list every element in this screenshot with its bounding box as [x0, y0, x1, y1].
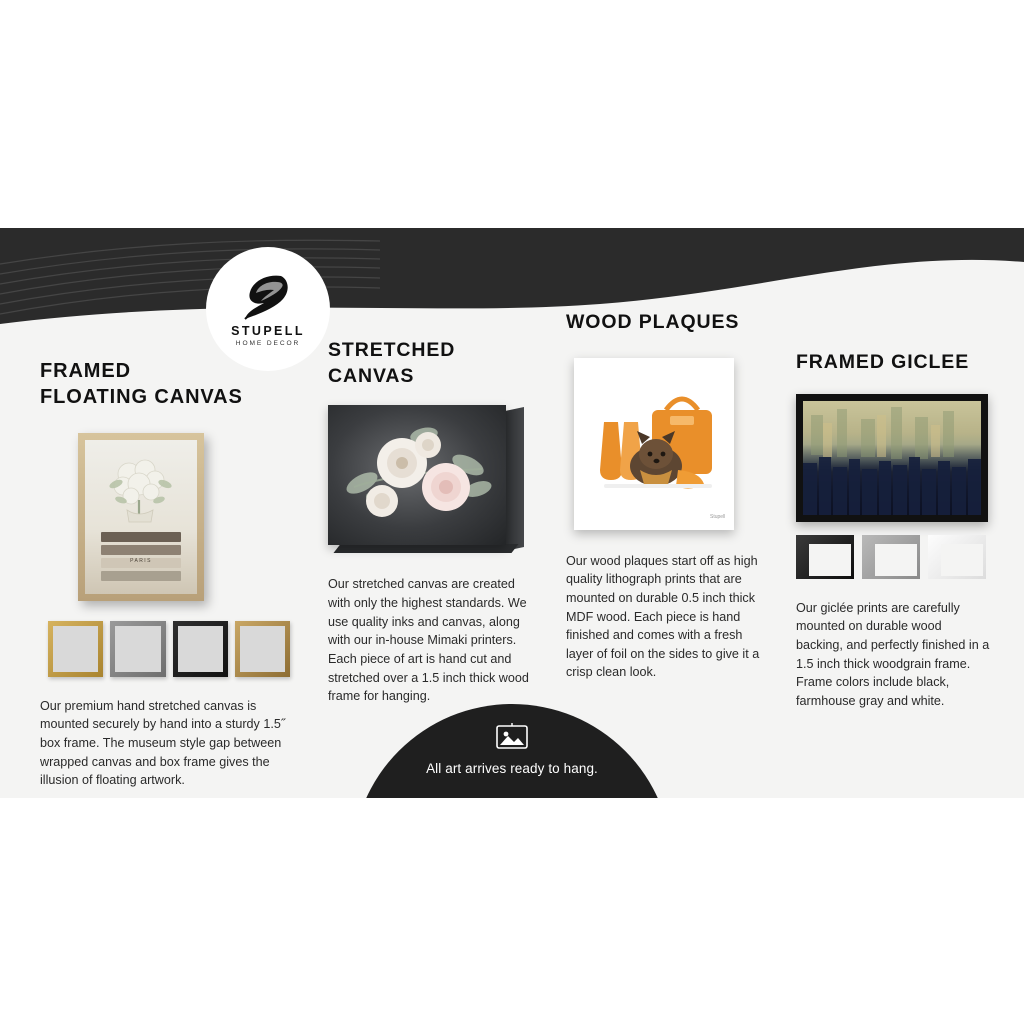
title-line-1: FRAMED: [40, 360, 131, 382]
frame-corner-samples: [796, 535, 992, 579]
column-framed-giclee: [796, 350, 992, 710]
column-description-wood-plaques: Our wood plaques start off as high quality lithograph prints that are mounted on durable 0.5 inch thick MDF wood. Each piece is hand finished and comes with a fresh layer of foil on the sides to give it a crisp clean look.: [566, 553, 760, 680]
stupell-swan-icon: [237, 272, 299, 322]
abstract-landscape-graphic: [803, 401, 981, 515]
title-line-2: CANVAS: [328, 364, 415, 387]
frame-swatch-wood[interactable]: [235, 621, 290, 677]
brand-name: STUPELL: [231, 323, 305, 338]
frame-swatch-gold[interactable]: [48, 621, 103, 677]
title-line-2: FLOATING CANVAS: [40, 386, 243, 409]
artwork-canvas: [85, 440, 197, 594]
frame-corner-black[interactable]: [796, 535, 854, 579]
brand-tagline: HOME DECOR: [235, 339, 301, 347]
column-title-framed-giclee: FRAMED GICLEE: [796, 351, 970, 373]
top-wave-band: [0, 228, 1024, 338]
yorkie-with-handbag-graphic: [574, 358, 734, 530]
frame-color-swatches: [48, 621, 290, 677]
frame-corner-gray[interactable]: [862, 535, 920, 579]
column-stretched-canvas: [328, 338, 533, 706]
frame-corner-white[interactable]: [928, 535, 986, 579]
column-framed-floating-canvas: [40, 358, 290, 790]
ready-to-hang-banner: [352, 704, 672, 798]
frame-swatch-gray[interactable]: [110, 621, 165, 677]
column-description-framed-giclee: Our giclée prints are carefully mounted on durable wood backing, and perfectly finished in a 1.5 inch thick woodgrain frame. Frame colors include black, farmhouse gray and white.: [796, 600, 990, 708]
wave-graphic: [0, 228, 1024, 338]
ready-to-hang-text: All art arrives ready to hang.: [426, 761, 598, 776]
canvas-side-edge: [505, 407, 524, 551]
stretched-canvas-artwork: [328, 405, 524, 553]
hydrangea-bouquet-icon: [99, 454, 183, 526]
framed-floating-canvas-artwork: [78, 433, 204, 601]
column-description-framed-floating-canvas: Our premium hand stretched canvas is mounted securely by hand into a sturdy 1.5˝ box frame. The museum style gap between wrapped canvas and box frame gives the illusion of floating artwork.: [40, 698, 286, 788]
column-title-stretched-canvas: [328, 338, 533, 389]
white-roses-floral-graphic: [328, 405, 506, 545]
canvas-face: [328, 405, 506, 545]
title-line-1: STRETCHED: [328, 339, 456, 361]
svg-text:Stupell: Stupell: [710, 513, 726, 520]
canvas-bottom-edge: [333, 544, 518, 553]
framed-picture-icon: [495, 722, 529, 752]
book-caption: PARIS: [130, 557, 152, 564]
wood-plaque-artwork: [574, 358, 734, 530]
column-description-stretched-canvas: Our stretched canvas are created with only the highest standards. We use quality inks and canvas, along with our in-house Mimaki printers. Each piece of art is hand cut and stretched over a 1.5 inch thick wood frame for hanging.: [328, 577, 529, 704]
column-wood-plaques: [566, 310, 764, 682]
column-title-wood-plaques: WOOD PLAQUES: [566, 311, 740, 333]
stacked-books-graphic: [101, 532, 181, 580]
giclee-print-face: [803, 401, 981, 515]
framed-giclee-artwork: [796, 394, 988, 522]
brand-logo-badge: [206, 247, 330, 371]
frame-swatch-black[interactable]: [173, 621, 228, 677]
product-info-panel: [0, 228, 1024, 798]
